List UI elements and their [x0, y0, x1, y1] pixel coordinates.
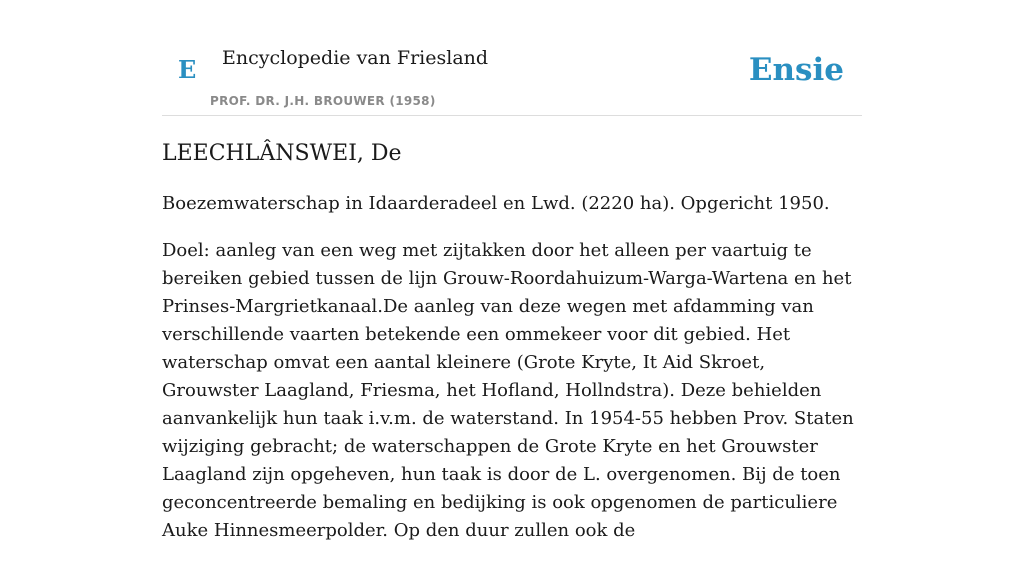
article-paragraph-2: Doel: aanleg van een weg met zijtakken door het alleen per vaartuig te bereiken gebied tussen de lijn Grouw-Roordahuizum-Warga-Wartena en het Prinses-Margrietkanaal.De aanleg van deze wegen met afdamming van verschillende vaarten betekende een ommekeer voor dit gebied. Het waterschap omvat een aantal kleinere (Grote Kryte, It Aid Skroet, Grouwster Laagland, Friesma, het Hofland, Hollndstra). Deze behielden aanvankelijk hun taak i.v.m. de waterstand. In 1954-55 hebben Prov. Staten wijziging gebracht; de waterschappen de Grote Kryte en het Grouwster Laagland zijn opgeheven, hun taak is door de L. overgenomen. Bij de toen geconcentreerde bemaling en bedijking is ook opgenomen de particuliere Auke Hinnesmeerpolder. Op den duur zullen ook de	[162, 240, 854, 541]
logo-e-icon[interactable]: E	[178, 55, 197, 84]
ensie-logo[interactable]: Ensie	[748, 52, 844, 88]
book-title[interactable]: Encyclopedie van Friesland	[222, 47, 489, 69]
article	[162, 138, 862, 564]
entry-title: LEECHLÂNSWEI, De	[162, 141, 402, 166]
article-paragraph-1: Boezemwaterschap in Idaarderadeel en Lwd. (2220 ha). Opgericht 1950.	[162, 193, 830, 214]
book-author: PROF. DR. J.H. BROUWER (1958)	[210, 94, 436, 108]
site-header	[162, 0, 862, 116]
